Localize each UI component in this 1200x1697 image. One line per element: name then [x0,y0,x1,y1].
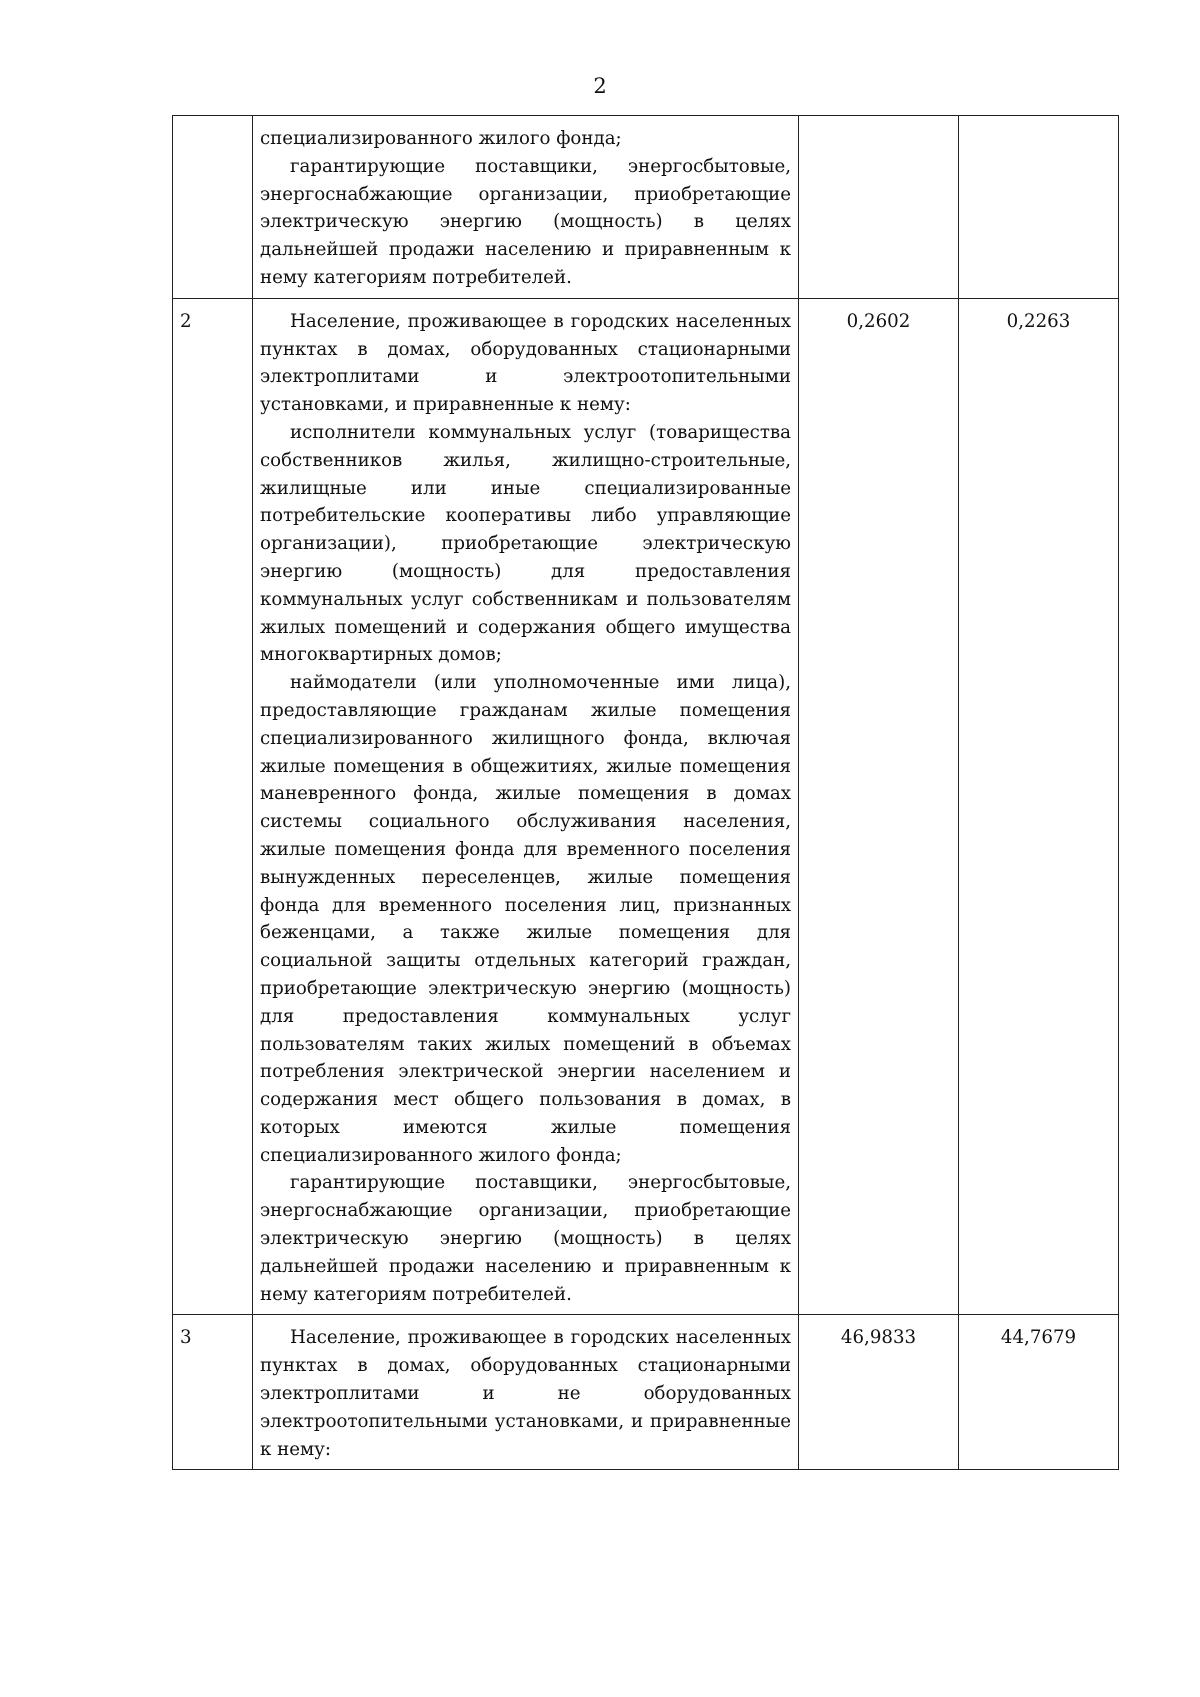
row-paragraph: Население, проживающее в городских населенных пунктах в домах, оборудованных стационарными электроплитами и не оборудованных электроотопительными установками, и приравненные к нему: [260,1327,791,1460]
table-row [173,116,1119,299]
row-paragraph: гарантирующие поставщики, энергосбытовые, энергоснабжающие организации, приобретающие электрическую энергию (мощность) в целях дальнейшей продажи населению и приравненным к нему категориям потребителей. [260,1172,791,1305]
tariff-table [172,115,1119,1470]
row-value-2-cell: 44,7679 [959,1315,1119,1470]
row-number-cell [173,116,253,299]
row-value-1-cell: 46,9833 [799,1315,959,1470]
row-description-cell [253,116,799,299]
row-value-1-cell: 0,2602 [799,298,959,1315]
row-paragraph: специализированного жилого фонда; [260,128,622,149]
row-number-cell: 3 [173,1315,253,1470]
page-number: 2 [593,74,607,98]
row-description-cell [253,298,799,1315]
row-paragraph: Население, проживающее в городских населенных пунктах в домах, оборудованных стационарными электроплитами и электроотопительными установками, и приравненные к нему: [260,310,791,416]
row-paragraph: исполнители коммунальных услуг (товарищества собственников жилья, жилищно-строительные, жилищные или иные специализированные потребительские кооперативы либо управляющие организации), приобретающие электрическую энергию (мощность) для предоставления коммунальных услуг собственникам и пользователям жилых помещений и содержания общего имущества многоквартирных домов; [260,421,791,666]
row-value-1-cell [799,116,959,299]
row-number-cell: 2 [173,298,253,1315]
row-description-cell [253,1315,799,1470]
row-value-2-cell: 0,2263 [959,298,1119,1315]
row-paragraph: гарантирующие поставщики, энергосбытовые, энергоснабжающие организации, приобретающие электрическую энергию (мощность) в целях дальнейшей продажи населению и приравненным к нему категориям потребителей. [260,155,791,288]
row-paragraph: наймодатели (или уполномоченные ими лица), предоставляющие гражданам жилые помещения специализированного жилищного фонда, включая жилые помещения в общежитиях, жилые помещения маневренного фонда, жилые помещения в домах системы социального обслуживания населения, жилые помещения фонда для временного поселения вынужденных переселенцев, жилые помещения фонда для временного поселения лиц, признанных беженцами, а также жилые помещения для социальной защиты отдельных категорий граждан, приобретающие электрическую энергию (мощность) для предоставления коммунальных услуг пользователям таких жилых помещений в объемах потребления электрической энергии населением и содержания мест общего пользования в домах, в которых имеются жилые помещения специализированного жилого фонда; [260,672,791,1166]
row-value-2-cell [959,116,1119,299]
table-row [173,298,1119,1315]
table-row [173,1315,1119,1470]
